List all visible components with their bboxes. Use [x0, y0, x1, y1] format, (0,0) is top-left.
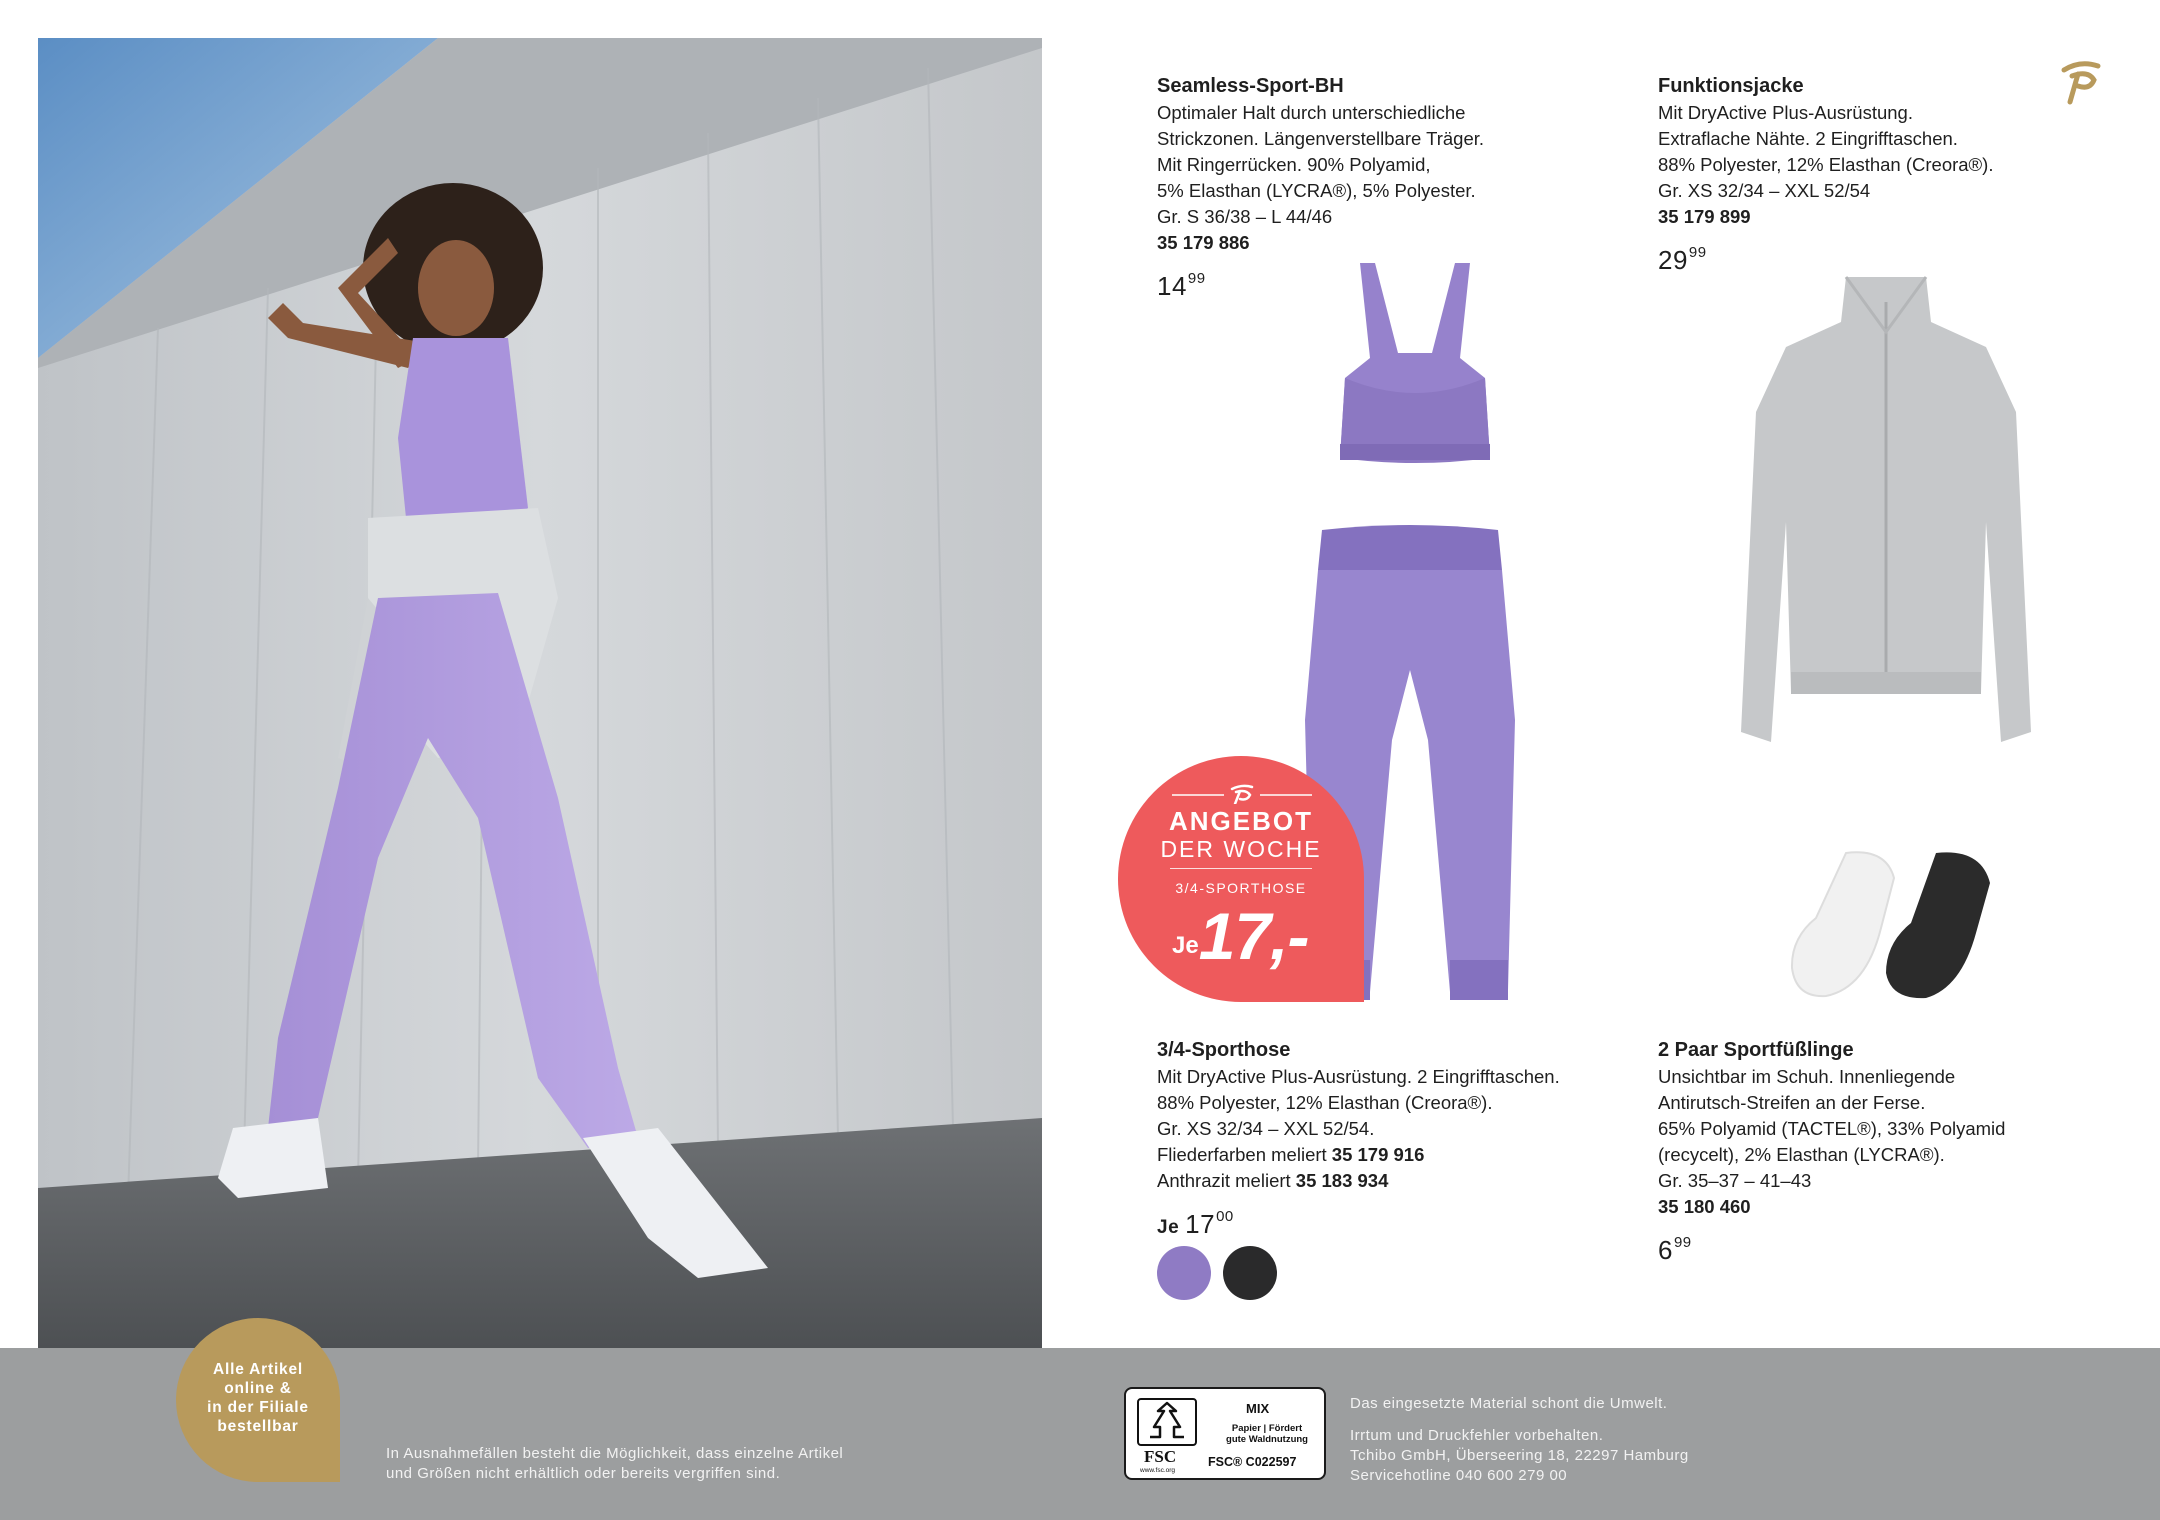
product-desc-line: Gr. S 36/38 – L 44/46 [1157, 206, 1333, 227]
product-desc-line: Extraflache Nähte. 2 Eingrifftaschen. [1658, 128, 1958, 149]
price-prefix: Je [1157, 1217, 1180, 1238]
fsc-text-line: Papier | Fördert [1231, 1423, 1303, 1434]
fsc-tree-icon [1136, 1397, 1198, 1447]
fsc-code: FSC® C022597 [1208, 1455, 1297, 1469]
gold-badge-line: in der Filiale [207, 1399, 309, 1416]
fsc-text [1212, 1423, 1322, 1445]
product-desc-line: 5% Elasthan (LYCRA®), 5% Polyester. [1157, 180, 1476, 201]
variant-line [1157, 1168, 1617, 1194]
variant-label: Fliederfarben meliert [1157, 1144, 1327, 1165]
product-desc-line: 65% Polyamid (TACTEL®), 33% Polyamid [1658, 1118, 2006, 1139]
badge-price-value: 17,- [1198, 899, 1309, 973]
badge-price-prefix: Je [1172, 932, 1199, 959]
product-desc-line: Gr. XS 32/34 – XXL 52/54 [1658, 180, 1871, 201]
article-number: 35 180 460 [1658, 1196, 1751, 1217]
angebot-der-woche-badge [1118, 756, 1364, 1002]
badge-divider [1170, 868, 1312, 869]
gold-badge-line: online & [224, 1380, 292, 1397]
sport-bh-image [1320, 258, 1510, 478]
product-name: 3/4-Sporthose [1157, 1039, 1291, 1061]
product-desc-line: Mit DryActive Plus-Ausrüstung. [1658, 102, 1913, 123]
product-desc-line: Unsichtbar im Schuh. Innenliegende [1658, 1066, 1956, 1087]
note-line: In Ausnahmefällen besteht die Möglichkeit, dass einzelne Artikel [386, 1445, 844, 1462]
fsc-text-line: gute Waldnutzung [1226, 1434, 1308, 1445]
fsc-web: www.fsc.org [1140, 1467, 1176, 1474]
price-main: 17 [1185, 1209, 1216, 1239]
product-sportfuesslinge [1658, 1036, 2098, 1267]
variant-label: Anthrazit meliert [1157, 1170, 1291, 1191]
fsc-mix: MIX [1246, 1401, 1270, 1416]
note-line: und Größen nicht erhältlich oder bereits vergriffen sind. [386, 1465, 781, 1482]
product-sporthose [1157, 1036, 1617, 1245]
badge-subtitle: DER WOCHE [1160, 836, 1322, 862]
product-desc-line: Optimaler Halt durch unterschiedliche [1157, 102, 1466, 123]
product-desc-line: Gr. 35–37 – 41–43 [1658, 1170, 1812, 1191]
model-photo-illustration [38, 38, 1042, 1348]
product-desc-line: Strickzonen. Längenverstellbare Träger. [1157, 128, 1485, 149]
hero-photo [38, 38, 1042, 1348]
price-cents: 99 [1187, 270, 1206, 287]
price [1658, 1226, 2098, 1267]
gold-badge-line: Alle Artikel [213, 1361, 303, 1378]
product-name: Seamless-Sport-BH [1157, 75, 1344, 97]
price-cents: 99 [1673, 1234, 1692, 1251]
product-name: Funktionsjacke [1658, 75, 1804, 97]
product-funktionsjacke [1658, 72, 2098, 277]
badge-price [1172, 898, 1322, 974]
product-desc-line: Mit DryActive Plus-Ausrüstung. 2 Eingrifftaschen. [1157, 1066, 1560, 1087]
badge-title: ANGEBOT [1169, 806, 1313, 836]
fsc-word: FSC [1144, 1447, 1177, 1466]
sportfuesslinge-image [1786, 848, 1996, 1004]
legal-info [1350, 1394, 1689, 1486]
product-name: 2 Paar Sportfüßlinge [1658, 1039, 1854, 1061]
price-main: 6 [1658, 1235, 1673, 1265]
product-desc-line: Mit Ringerrücken. 90% Polyamid, [1157, 154, 1431, 175]
article-number: 35 179 899 [1658, 206, 1751, 227]
price-cents: 00 [1216, 1208, 1234, 1225]
product-desc-line: 88% Polyester, 12% Elasthan (Creora®). [1157, 1092, 1493, 1113]
badge-product: 3/4-SPORTHOSE [1175, 880, 1307, 896]
article-number: 35 183 934 [1295, 1170, 1389, 1191]
variant-line [1157, 1142, 1617, 1168]
availability-note [386, 1444, 843, 1484]
fsc-label [1124, 1387, 1326, 1480]
online-filiale-badge [176, 1318, 340, 1482]
price-main: 14 [1157, 271, 1187, 301]
product-desc-line: (recycelt), 2% Elasthan (LYCRA®). [1658, 1144, 1945, 1165]
legal-line: Tchibo GmbH, Überseering 18, 22297 Hamburg [1350, 1447, 1689, 1464]
article-number: 35 179 916 [1331, 1144, 1425, 1165]
price-main: 29 [1658, 245, 1688, 275]
legal-line: Servicehotline 040 600 279 00 [1350, 1467, 1568, 1484]
legal-line: Irrtum und Druckfehler vorbehalten. [1350, 1427, 1604, 1444]
color-swatches [1157, 1246, 1277, 1300]
badge-logo-icon [1172, 782, 1312, 804]
price [1658, 236, 2098, 277]
swatch-lilac[interactable] [1157, 1246, 1211, 1300]
article-number: 35 179 886 [1157, 232, 1250, 253]
swatch-anthracite[interactable] [1223, 1246, 1277, 1300]
price-cents: 99 [1688, 244, 1707, 261]
product-desc-line: Antirutsch-Streifen an der Ferse. [1658, 1092, 1926, 1113]
funktionsjacke-image [1736, 272, 2036, 752]
environment-note: Das eingesetzte Material schont die Umwelt. [1350, 1395, 1668, 1412]
gold-badge-line: bestellbar [217, 1418, 299, 1435]
product-desc-line: Gr. XS 32/34 – XXL 52/54. [1157, 1118, 1375, 1139]
price [1157, 1200, 1617, 1245]
product-desc-line: 88% Polyester, 12% Elasthan (Creora®). [1658, 154, 1994, 175]
